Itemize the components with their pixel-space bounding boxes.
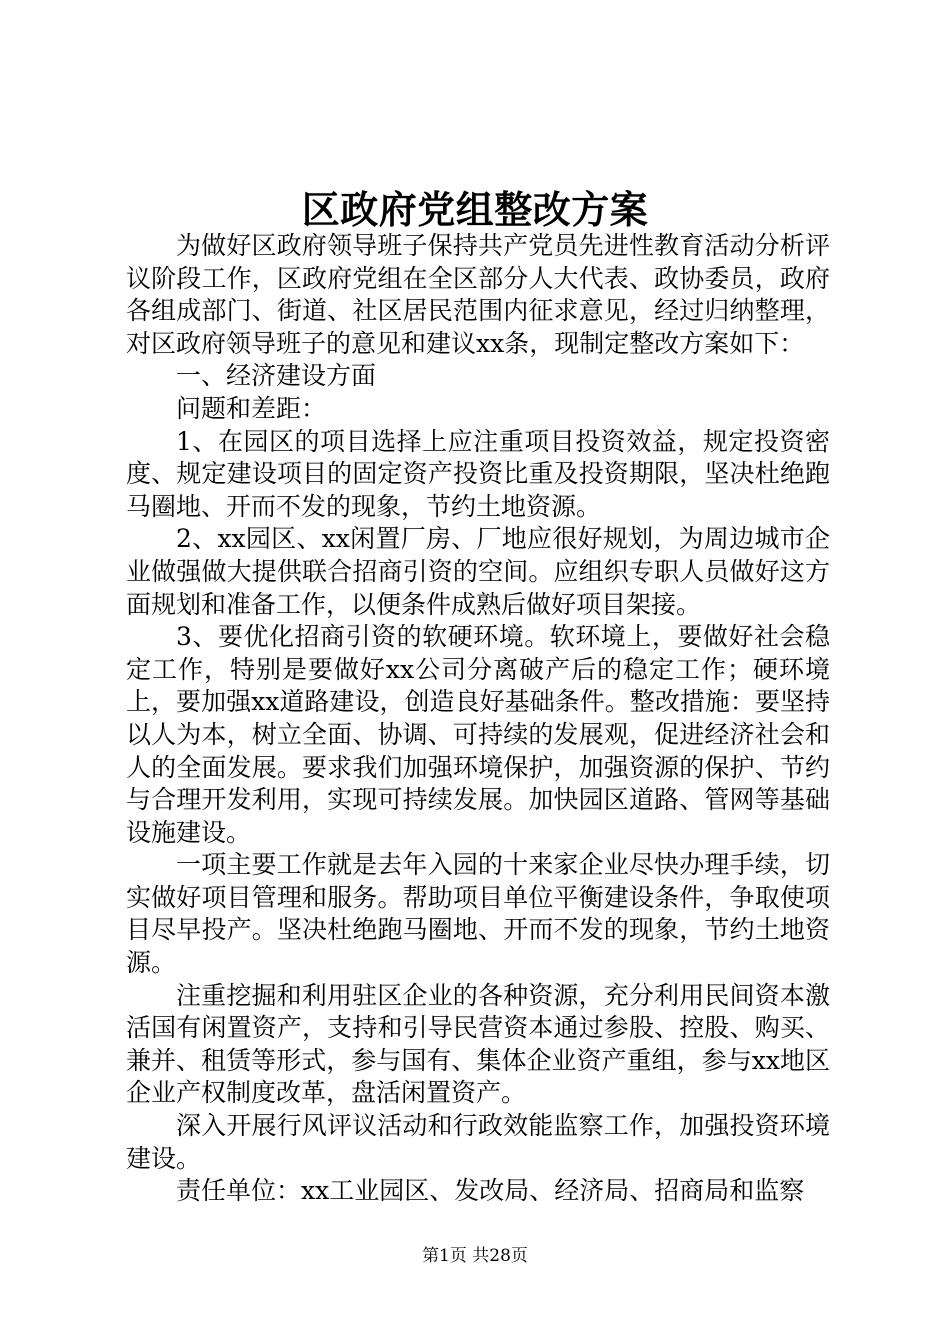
subheading-problems: 问题和差距： (176, 393, 327, 423)
paragraph-item-3: 3、要优化招商引资的软硬环境。软环境上，要做好社会稳定工作，特别是要做好xx公司分离破产后的稳定工作；硬环境上，要加强xx道路建设，创造良好基础条件。整改措施：要坚持以人为本，树立全面、协调、可持续的发展观，促进经济社会和人的全面发展。要求我们加强环境保护，加强资源的保护、节约与合理开发利用，实现可持续发展。加快园区道路、管网等基础设施建设。 (126, 622, 830, 847)
paragraph-main-work: 一项主要工作就是去年入园的十来家企业尽快办理手续，切实做好项目管理和服务。帮助项目单位平衡建设条件，争取使项目尽早投产。坚决杜绝跑马圈地、开而不发的现象，节约土地资源。 (126, 850, 830, 978)
document-body (126, 230, 830, 1208)
document-title: 区政府党组整改方案 (301, 187, 649, 232)
paragraph-resources: 注重挖掘和利用驻区企业的各种资源，充分利用民间资本激活国有闲置资产，支持和引导民营资本通过参股、控股、购买、兼并、租赁等形式，参与国有、集体企业资产重组，参与xx地区企业产权制度改革，盘活闲置资产。 (126, 980, 830, 1108)
section-heading-economy: 一、经济建设方面 (176, 361, 377, 391)
paragraph-responsible-units: 责任单位：xx工业园区、发改局、经济局、招商局和监察 (176, 1176, 805, 1206)
page-number-footer: 第1页 共28页 (422, 1246, 528, 1266)
paragraph-item-1: 1、在园区的项目选择上应注重项目投资效益，规定投资密度、规定建设项目的固定资产投资比重及投资期限，坚决杜绝跑马圈地、开而不发的现象，节约土地资源。 (126, 426, 830, 521)
paragraph-intro: 为做好区政府领导班子保持共产党员先进性教育活动分析评议阶段工作，区政府党组在全区部分人大代表、政协委员，政府各组成部门、街道、社区居民范围内征求意见，经过归纳整理，对区政府领导班子的意见和建议xx条，现制定整改方案如下： (126, 231, 830, 358)
paragraph-review: 深入开展行风评议活动和行政效能监察工作，加强投资环境建设。 (126, 1111, 830, 1173)
paragraph-item-2: 2、xx园区、xx闲置厂房、厂地应很好规划，为周边城市企业做强做大提供联合招商引资的空间。应组织专职人员做好这方面规划和准备工作，以便条件成熟后做好项目架接。 (126, 524, 830, 619)
